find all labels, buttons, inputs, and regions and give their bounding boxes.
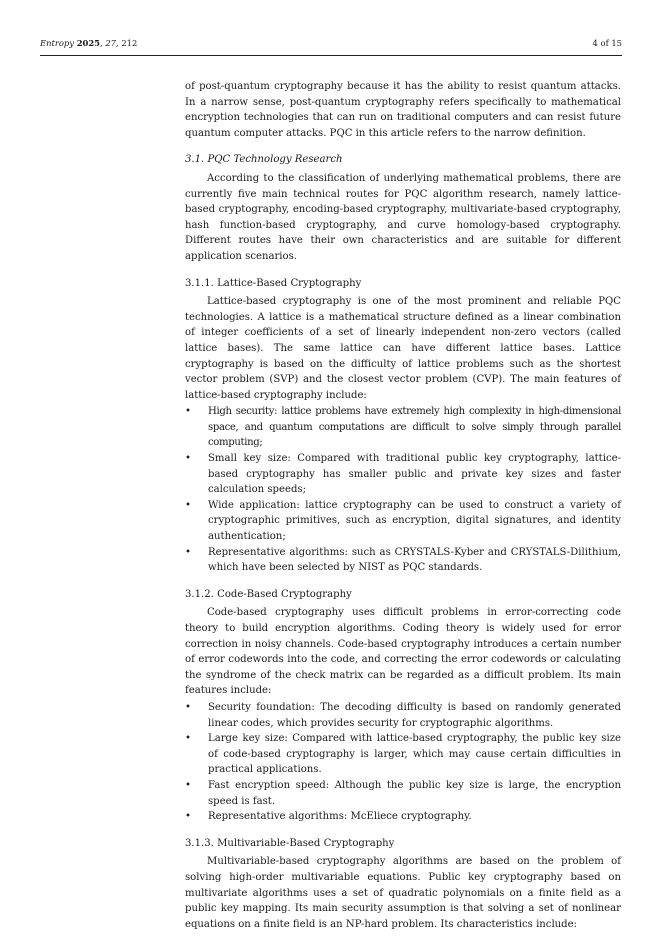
journal-name: Entropy xyxy=(40,38,75,48)
section-heading-3-1-1: 3.1.1. Lattice-Based Cryptography xyxy=(185,277,362,289)
list-item xyxy=(185,404,621,451)
page-body xyxy=(185,79,621,932)
journal-volume: 27 xyxy=(105,38,116,48)
running-header xyxy=(40,38,622,50)
list-item xyxy=(185,498,621,545)
list-item xyxy=(185,809,621,825)
list-item xyxy=(185,778,621,809)
list-item-text: High security: lattice problems have extremely high complexity in high-dimensional space, and quantum computations are difficult to solve simply through parallel computing; xyxy=(208,406,621,449)
list-item-text: Representative algorithms: McEliece cryptography. xyxy=(208,811,472,823)
intro-paragraph: of post-quantum cryptography because it has the ability to resist quantum attacks. In a narrow sense, post-quantum cryptography refers specifically to mathematical encryption technologies that can run on traditional computers and can resist future quantum computer attacks. PQC in this article refers to the narrow definition. xyxy=(185,81,621,139)
section-heading-3-1: 3.1. PQC Technology Research xyxy=(185,154,343,166)
list-item-text: Small key size: Compared with traditional public key cryptography, lattice-based cryptography has smaller public and private key sizes and faster calculation speeds; xyxy=(208,453,621,496)
bullet-icon: • xyxy=(185,779,191,791)
page-number: 4 of 15 xyxy=(592,38,622,48)
section-heading-3-1-2: 3.1.2. Code-Based Cryptography xyxy=(185,588,352,600)
list-item-text: Security foundation: The decoding difficulty is based on randomly generated linear codes, which provides security for cryptographic algorithms. xyxy=(208,701,621,729)
bullet-icon: • xyxy=(185,733,191,745)
list-item xyxy=(185,700,621,731)
article-number: 212 xyxy=(121,38,138,48)
section-heading-3-1-3: 3.1.3. Multivariable-Based Cryptography xyxy=(185,837,395,849)
list-item xyxy=(185,731,621,778)
bullet-icon: • xyxy=(185,406,191,418)
journal-year: 2025 xyxy=(76,38,100,48)
list-item xyxy=(185,451,621,498)
bullet-icon: • xyxy=(185,701,191,713)
list-item-text: Fast encryption speed: Although the public key size is large, the encryption speed is fast. xyxy=(208,779,621,807)
journal-citation: Entropy 2025, 27, 212 xyxy=(40,38,138,48)
bullet-icon: • xyxy=(185,499,191,511)
section-3-1-paragraph: According to the classification of underlying mathematical problems, there are currently five main technical routes for PQC algorithm research, namely lattice-based cryptography, encoding-based cryptography, multivariate-based cryptography, hash function-based cryptography, and curve homology-based cryptography. Different routes have their own characteristics and are suitable for different application scenarios. xyxy=(185,172,621,262)
bullet-icon: • xyxy=(185,811,191,823)
lattice-feature-list xyxy=(185,404,621,576)
bullet-icon: • xyxy=(185,546,191,558)
list-item xyxy=(185,545,621,576)
code-paragraph: Code-based cryptography uses difficult problems in error-correcting code theory to build encryption algorithms. Coding theory is widely used for error correction in noisy channels. Code-based cryptography introduces a certain number of error codewords into the code, and correcting the error codewords or calculating the syndrome of the check matrix can be regarded as a difficult problem. Its main features include: xyxy=(185,607,621,697)
multivariable-paragraph: Multivariable-based cryptography algorithms are based on the problem of solving high-order multivariable equations. Public key cryptography based on multivariate algorithms uses a set of quadratic polynomials on a finite field as a public key mapping. Its main security assumption is that solving a set of nonlinear equations on a finite field is an NP-hard problem. Its characteristics include: xyxy=(185,856,621,930)
code-feature-list xyxy=(185,700,621,825)
lattice-paragraph: Lattice-based cryptography is one of the most prominent and reliable PQC technologies. A lattice is a mathematical structure defined as a linear combination of integer coefficients of a set of linearly independent non-zero vectors (called lattice bases). The same lattice can have different lattice bases. Lattice cryptography is based on the difficulty of lattice problems such as the shortest vector problem (SVP) and the closest vector problem (CVP). The main features of lattice-based cryptography include: xyxy=(185,296,621,401)
header-rule xyxy=(40,55,622,56)
bullet-icon: • xyxy=(185,453,191,465)
list-item-text: Wide application: lattice cryptography can be used to construct a variety of cryptographic primitives, such as encryption, digital signatures, and identity authentication; xyxy=(208,499,621,543)
list-item-text: Large key size: Compared with lattice-based cryptography, the public key size of code-based cryptography is larger, which may cause certain difficulties in practical applications. xyxy=(208,733,621,776)
list-item-text: Representative algorithms: such as CRYSTALS-Kyber and CRYSTALS-Dilithium, which have been selected by NIST as PQC standards. xyxy=(208,546,621,574)
